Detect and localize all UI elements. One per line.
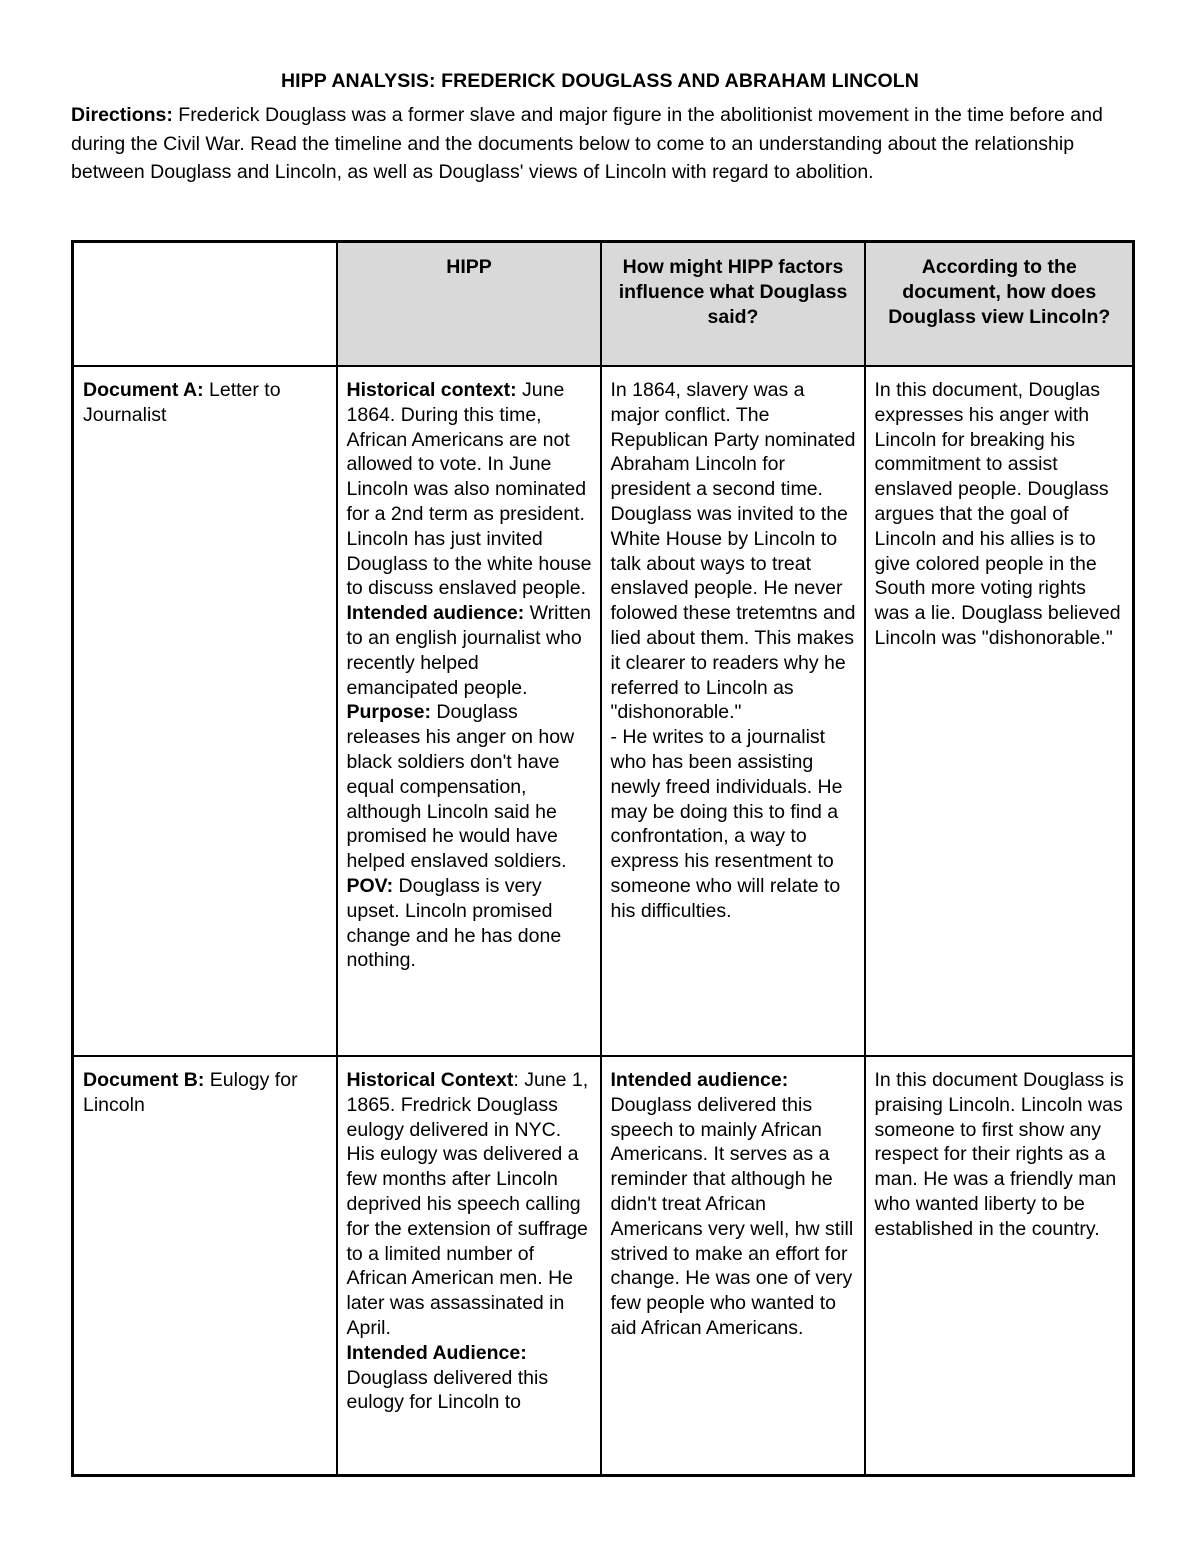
document-b-view-cell (865, 1056, 1134, 1476)
document-a-influence-paragraph-2: - He writes to a journalist who has been assisting newly freed individuals. He may be doing this to find a confrontation, a way to express his resentment to someone who will relate to his difficulties. (610, 726, 843, 922)
document-b-label: Document B: (83, 1069, 205, 1091)
document-a-label: Document A: (83, 379, 204, 401)
document-a-historical-label: Historical context: (346, 379, 517, 401)
hipp-table (71, 240, 1135, 1477)
document-a-audience-label: Intended audience: (346, 602, 525, 625)
document-b-influence-text: Douglass delivered this speech to mainly African Americans. It serves as a reminder that although he didn't treat African Americans very well, hw still strived to make an effort for change. He was one of very few people who wanted to aid African Americans. (610, 1093, 854, 1339)
document-a-purpose-label: Purpose: (346, 701, 432, 724)
document-b-audience-label: Intended Audience: (346, 1341, 527, 1364)
document-a-purpose (347, 700, 592, 874)
directions-paragraph (71, 101, 1136, 187)
document-b-historical-label: Historical Context (346, 1069, 514, 1091)
document-b-title: Eulogy for Lincoln (83, 1069, 298, 1116)
table-row-document-a (73, 366, 1134, 1056)
document-a-hipp-cell (337, 366, 601, 1056)
document-a-historical (347, 378, 592, 601)
document-a-audience-text: Written to an english journalist who recently helped emancipated people. (346, 602, 592, 699)
document-a-influence-cell (601, 366, 865, 1056)
document-b-historical-text: : June 1, 1865. Fredrick Douglass eulogy delivered in NYC. His eulogy was delivered a few months after Lincoln deprived his speech calling for the extension of suffrage to a limited number of African American men. He later was assassinated in April. (346, 1069, 589, 1339)
document-b-audience-text: Douglass delivered this eulogy for Lincoln to (346, 1366, 549, 1414)
directions-label: Directions: (71, 104, 173, 126)
document-b-label-cell (73, 1056, 337, 1476)
document-a-influence-paragraph-1: In 1864, slavery was a major conflict. The Republican Party nominated Abraham Lincoln for president a second time. Douglass was invited to the White House by Lincoln to talk about ways to treat enslaved people. He never folowed these tretemtns and lied about them. This makes it clearer to readers why he referred to Lincoln as "dishonorable." (610, 379, 856, 724)
document-b-view-text: In this document Douglass is praising Lincoln. Lincoln was someone to first show any respect for their rights as a man. He was a friendly man who wanted liberty to be established in the country. (874, 1069, 1124, 1240)
document-a-label-cell (73, 366, 337, 1056)
document-b-influence-label: Intended audience: (610, 1069, 789, 1091)
table-row-document-b (73, 1056, 1134, 1476)
document-b-influence-cell (601, 1056, 865, 1476)
document-a-pov-label: POV: (346, 874, 394, 897)
document-a-pov (347, 874, 592, 973)
document-a-view-text: In this document, Douglas expresses his anger with Lincoln for breaking his commitment to assist enslaved people. Douglass argues that the goal of Lincoln and his allies is to give colored people in the South more voting rights was a lie. Douglass believed Lincoln was "dishonorable." (874, 379, 1121, 649)
page-title: HIPP ANALYSIS: FREDERICK DOUGLASS AND ABRAHAM LINCOLN (281, 70, 919, 92)
header-cell-hipp: HIPP (337, 242, 601, 367)
header-cell-view: According to the document, how does Douglass view Lincoln? (865, 242, 1134, 367)
document-a-title: Letter to Journalist (83, 379, 281, 426)
document-a-pov-text: Douglass is very upset. Lincoln promised change and he has done nothing. (346, 874, 562, 972)
document-a-historical-text: June 1864. During this time, African Americans are not allowed to vote. In June Lincoln was also nominated for a 2nd term as president. Lincoln has just invited Douglass to the white house to discuss enslaved people. (346, 379, 592, 600)
document-a-audience (347, 601, 592, 700)
header-cell-influence: How might HIPP factors influence what Douglass said? (601, 242, 865, 367)
document-a-purpose-text: Douglass releases his anger on how black soldiers don't have equal compensation, although Lincoln said he promised he would have helped enslaved soldiers. (346, 701, 575, 873)
document-a-view-cell (865, 366, 1134, 1056)
document-b-historical (347, 1068, 592, 1341)
document-b-hipp-cell (337, 1056, 601, 1476)
table-header-row (73, 242, 1134, 367)
document-b-audience (347, 1341, 592, 1415)
header-cell-blank (73, 242, 337, 367)
directions-text: Frederick Douglass was a former slave and major figure in the abolitionist movement in the time before and during the Civil War. Read the timeline and the documents below to come to an understanding about the relationship between Douglass and Lincoln, as well as Douglass' views of Lincoln with regard to abolition. (71, 104, 1103, 183)
